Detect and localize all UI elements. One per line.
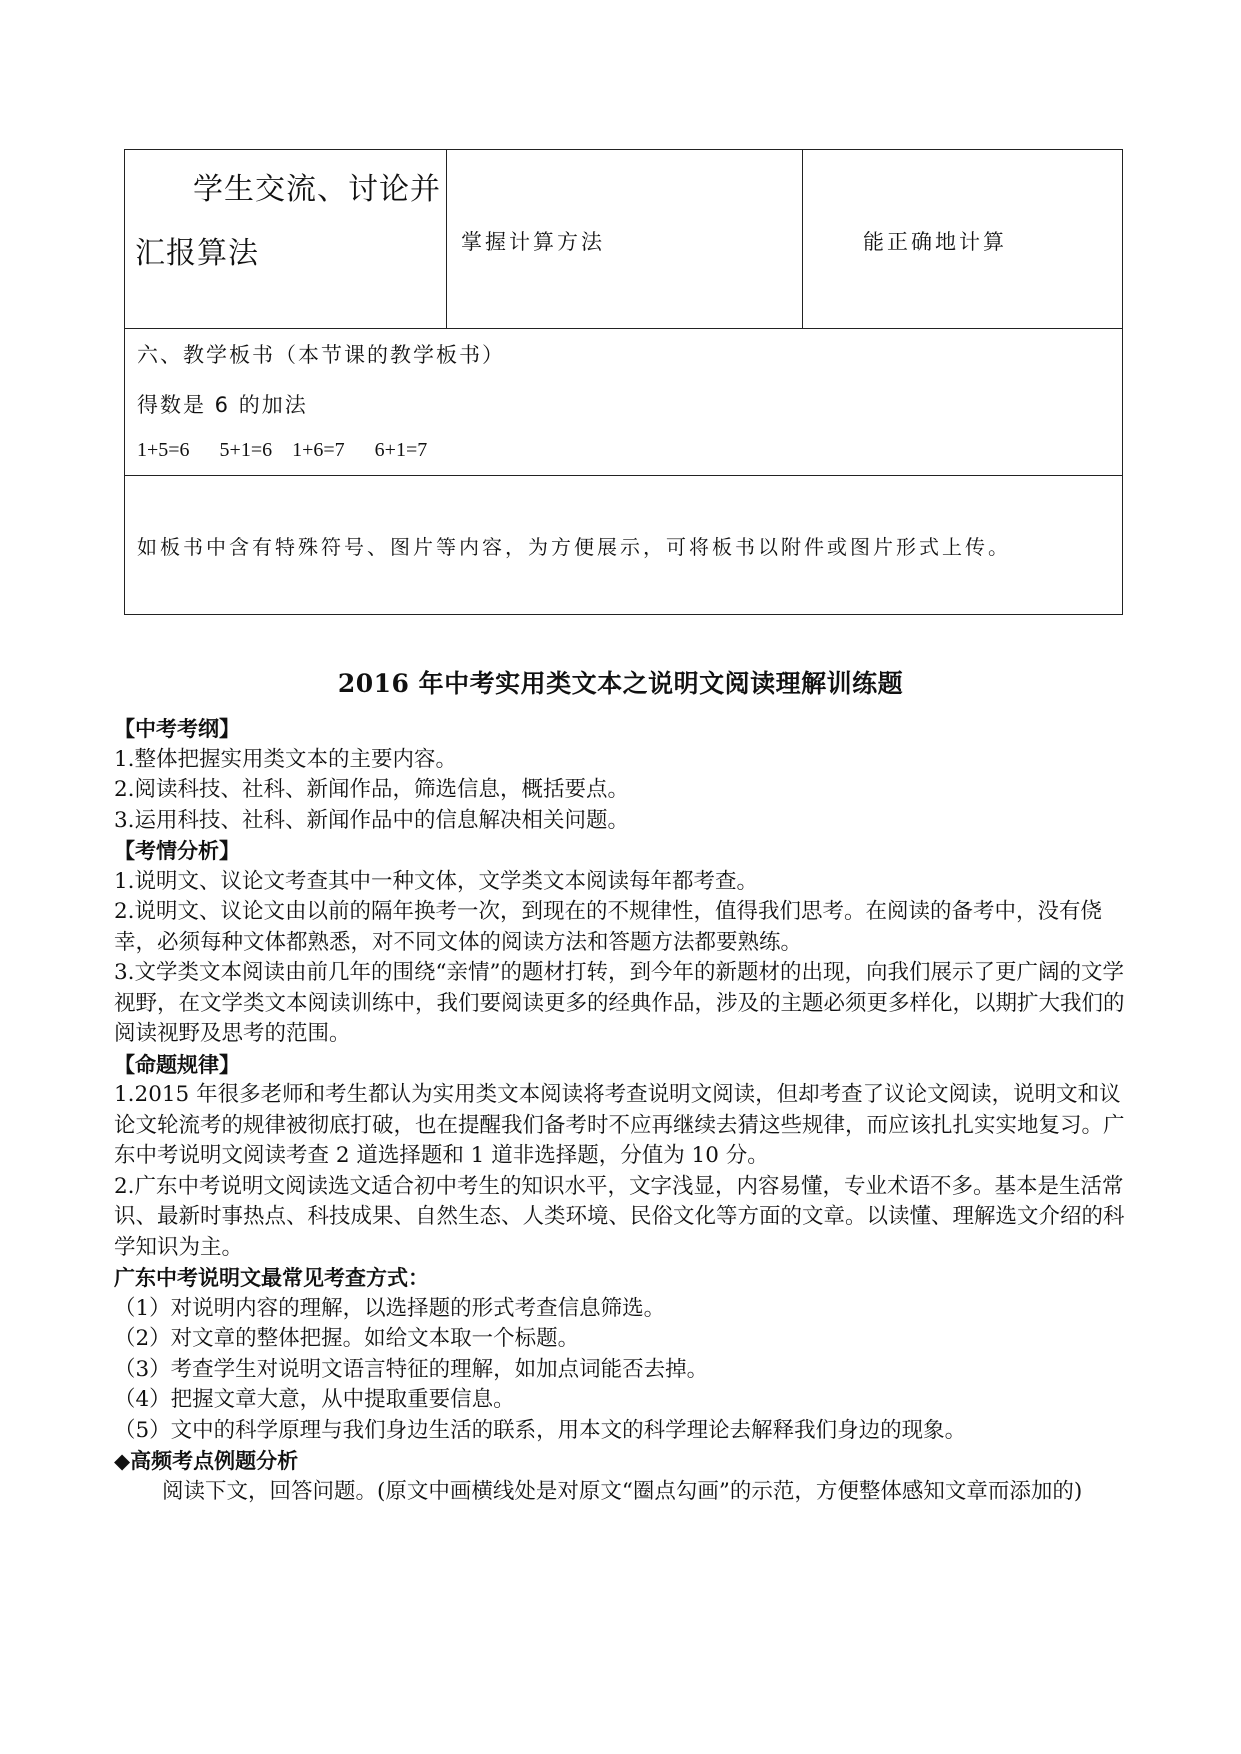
table-cell-goal: [447, 150, 803, 328]
list-item: （2）对文章的整体把握。如给文本取一个标题。: [114, 1326, 580, 1351]
table-row: [125, 150, 1122, 329]
board-equations: 1+5=6 5+1=6 1+6=7 6+1=7: [137, 439, 428, 461]
list-item: 3.运用科技、社科、新闻作品中的信息解决相关问题。: [114, 807, 630, 833]
list-item: 3.文学类文本阅读由前几年的围绕“亲情”的题材打转，到今年的新题材的出现，向我们展示了更广阔的文学视野，在文学类文本阅读训练中，我们要阅读更多的经典作品，涉及的主题必须更多样化，以期扩大我们的阅读视野及思考的范围。: [114, 960, 1125, 1046]
list-item: （3）考查学生对说明文语言特征的理解，如加点词能否去掉。: [114, 1356, 709, 1382]
section-heading-analysis: 【考情分析】: [114, 839, 240, 863]
list-item: 1.整体把握实用类文本的主要内容。: [114, 746, 458, 772]
section-heading-methods: 广东中考说明文最常见考查方式：: [114, 1266, 429, 1290]
list-item: 1.说明文、议论文考查其中一种文体，文学类文本阅读每年都考查。: [114, 868, 759, 894]
document-body: [114, 714, 1126, 1507]
list-item: 2.说明文、议论文由以前的隔年换考一次，到现在的不规律性，值得我们思考。在阅读的备考中，没有侥幸，必须每种文体都熟悉，对不同文体的阅读方法和答题方法都要熟练。: [114, 899, 1103, 955]
board-section: [125, 329, 1122, 476]
list-item: 2.阅读科技、社科、新闻作品，筛选信息，概括要点。: [114, 777, 630, 802]
table-cell-outcome: [803, 150, 1122, 328]
table-cell-activity: [125, 150, 447, 328]
board-heading: 六、教学板书（本节课的教学板书）: [137, 343, 505, 367]
list-item: （5）文中的科学原理与我们身边生活的联系，用本文的科学理论去解释我们身边的现象。: [114, 1417, 967, 1443]
list-item: （4）把握文章大意，从中提取重要信息。: [114, 1387, 515, 1412]
section-heading-patterns: 【命题规律】: [114, 1052, 240, 1077]
outcome-text: 能正确地计算: [863, 230, 1007, 254]
board-note-section: [125, 476, 1122, 614]
document-title: 2016 年中考实用类文本之说明文阅读理解训练题: [337, 669, 904, 698]
example-paragraph: 阅读下文，回答问题。(原文中画横线处是对原文“圈点勾画”的示范，方便整体感知文章而添加的): [162, 1478, 1083, 1504]
list-item: 2.广东中考说明文阅读选文适合初中考生的知识水平，文字浅显，内容易懂，专业术语不多。基本是生活常识、最新时事热点、科技成果、自然生态、人类环境、民俗文化等方面的文章。以读懂、理解选文介绍的科学知识为主。: [114, 1173, 1125, 1260]
activity-line-2: 汇报算法: [135, 236, 259, 271]
section-heading-examples: ◆高频考点例题分析: [114, 1449, 299, 1473]
goal-text: 掌握计算方法: [461, 230, 605, 254]
list-item: 1.2015 年很多老师和考生都认为实用类文本阅读将考查说明文阅读，但却考查了议论文阅读，说明文和议论文轮流考的规律被彻底打破，也在提醒我们备考时不应再继续去猜这些规律，而应该扎扎实实地复习。广东中考说明文阅读考查 2 道选择题和 1 道非选择题，分值为 10 分。: [114, 1082, 1125, 1168]
board-note: 如板书中含有特殊符号、图片等内容，为方便展示，可将板书以附件或图片形式上传。: [137, 535, 1011, 559]
section-heading-syllabus: 【中考考纲】: [114, 717, 240, 741]
lesson-table: [124, 149, 1123, 615]
board-subtitle: 得数是 6 的加法: [137, 393, 308, 417]
list-item: （1）对说明内容的理解，以选择题的形式考查信息筛选。: [114, 1295, 666, 1321]
activity-line-1: 学生交流、讨论并: [193, 172, 441, 207]
